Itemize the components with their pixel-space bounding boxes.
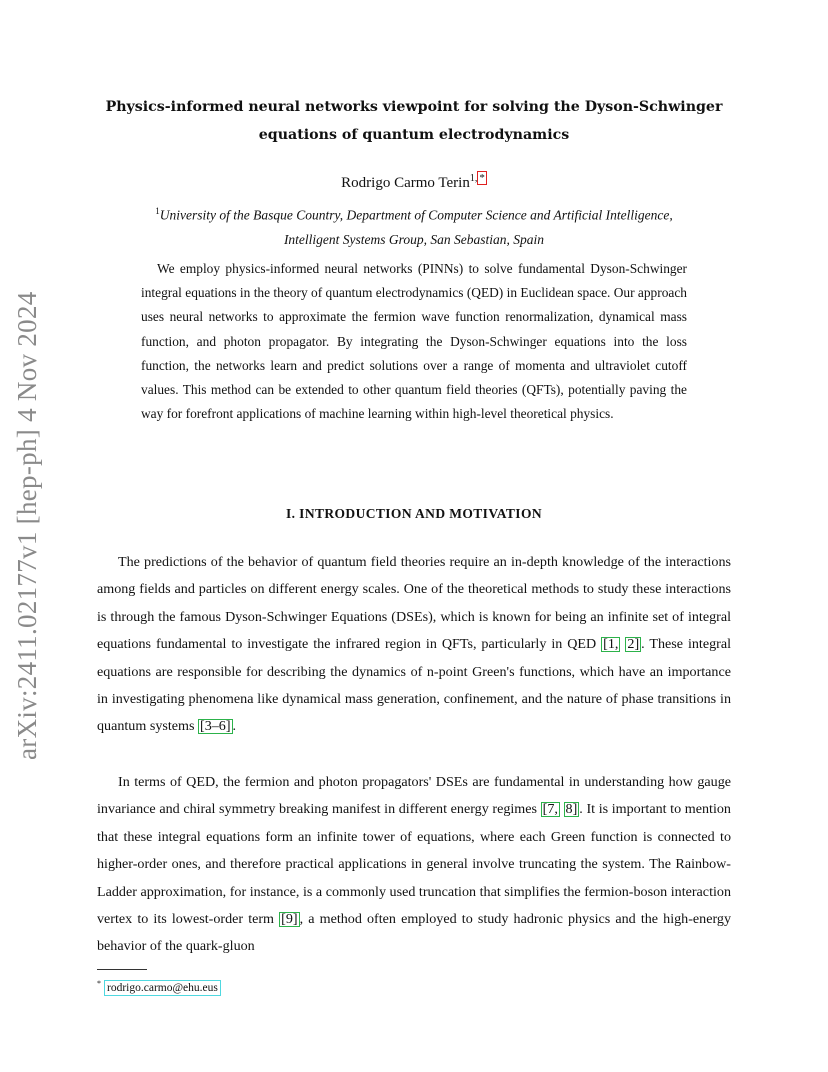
footnote — [97, 976, 221, 996]
arxiv-identifier: arXiv:2411.02177v1 [hep-ph] 4 Nov 2024 — [12, 291, 42, 760]
title-line-2: equations of quantum electrodynamics — [258, 127, 570, 143]
paper-title — [96, 93, 732, 149]
author-affiliation-sup: 1, — [469, 173, 478, 184]
para1-text-c: . — [232, 718, 237, 735]
affiliation-sup: 1 — [155, 206, 160, 216]
citation-link[interactable]: 8] — [565, 801, 578, 818]
footnote-divider — [97, 969, 147, 970]
footnote-link[interactable]: * — [479, 172, 485, 184]
email-link[interactable]: rodrigo.carmo@ehu.eus — [104, 980, 221, 996]
body-paragraph-1 — [97, 549, 731, 741]
affiliation — [96, 199, 732, 252]
affiliation-line-1: University of the Basque Country, Department of Computer Science and Artificial Intelligence, — [159, 207, 673, 223]
citation-link[interactable]: [7, — [542, 801, 558, 818]
citation-link[interactable]: [9] — [281, 911, 298, 928]
para1-text-b: . These integral equations are responsible for describing the dynamics of n-point Green's functions, which have an importance in investigating phenomena like dynamical mass generation, confinement, and the nature of phase transitions in quantum systems — [97, 636, 732, 735]
para2-text-c: , a method often employed to study hadronic physics and the high-energy behavior of the quark-gluon — [97, 911, 731, 955]
citation-link[interactable]: 2] — [627, 636, 640, 653]
para1-text-a: The predictions of the behavior of quantum field theories require an in-depth knowledge of the interactions among fields and particles on different energy scales. One of the theoretical methods to study these interactions is through the famous Dyson-Schwinger Equations (DSEs), which is known for being an infinite set of integral equations fundamental to investigate the infrared region in QFTs, particularly in QED — [97, 554, 731, 653]
body-paragraph-2 — [97, 769, 731, 961]
para2-text-b: . It is important to mention that these integral equations form an infinite tower of equations, where each Green function is connected to higher-order ones, and therefore practical applications in general involve truncating the system. The Rainbow-Ladder approximation, for instance, is a commonly used truncation that simplifies the fermion-boson interaction vertex to its lowest-order term — [97, 801, 731, 928]
section-heading: I. INTRODUCTION AND MOTIVATION — [285, 506, 543, 521]
author-line — [96, 168, 732, 194]
abstract: We employ physics-informed neural networks (PINNs) to solve fundamental Dyson-Schwinger integral equations in the theory of quantum electrodynamics (QED) in Euclidean space. Our approach uses neural networks to approximate the fermion wave function renormalization, dynamical mass function, and photon propagator. By integrating the Dyson-Schwinger equations into the loss function, the networks learn and predict solutions over a range of momenta and ultraviolet cutoff values. This method can be extended to other quantum field theories (QFTs), potentially paving the way for forefront applications of machine learning within high-level theoretical physics. — [141, 261, 687, 422]
para2-text-a: In terms of QED, the fermion and photon propagators' DSEs are fundamental in understanding how gauge invariance and chiral symmetry breaking manifest in different energy regimes — [97, 774, 731, 818]
citation-link[interactable]: [1, — [603, 636, 619, 653]
affiliation-line-2: Intelligent Systems Group, San Sebastian, Spain — [283, 231, 545, 247]
title-line-1: Physics-informed neural networks viewpoint for solving the Dyson-Schwinger — [105, 99, 723, 115]
author-name: Rodrigo Carmo Terin — [341, 175, 470, 191]
citation-link[interactable]: [3–6] — [200, 718, 231, 735]
footnote-mark: * — [97, 979, 101, 988]
